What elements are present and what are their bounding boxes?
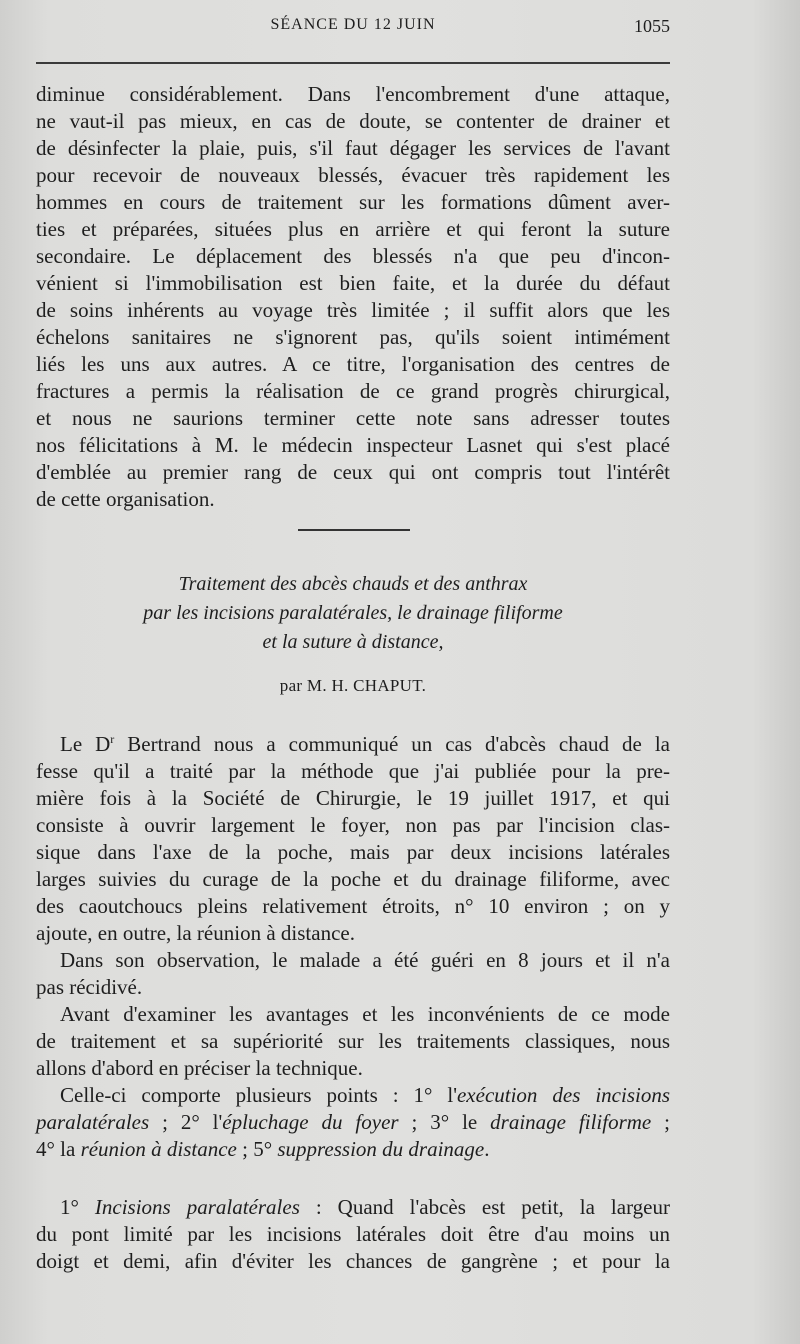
text-line: pour recevoir de nouveaux blessés, évacuer très rapidement les	[36, 163, 670, 187]
text-line: consiste à ouvrir largement le foyer, non pas par l'incision clas-	[36, 813, 670, 837]
article-title-line: Traitement des abcès chauds et des anthrax	[178, 573, 528, 595]
article-title	[36, 570, 670, 657]
text-line: de désinfecter la plaie, puis, s'il faut dégager les services de l'avant	[36, 136, 670, 160]
text-line: doigt et demi, afin d'éviter les chances de gangrène ; et pour la	[36, 1249, 670, 1273]
article-title-line: et la suture à distance,	[262, 631, 444, 653]
text-line: allons d'abord en préciser la technique.	[36, 1056, 363, 1080]
text-line: 1° Incisions paralatérales : Quand l'abcès est petit, la largeur	[60, 1195, 670, 1219]
text-line: liés les uns aux autres. A ce titre, l'organisation des centres de	[36, 352, 670, 376]
text-line: mière fois à la Société de Chirurgie, le 19 juillet 1917, et qui	[36, 786, 670, 810]
text-line: Celle-ci comporte plusieurs points : 1° l'exécution des incisions	[60, 1083, 670, 1107]
text-line: larges suivies du curage de la poche et du drainage filiforme, avec	[36, 867, 670, 891]
running-title: SÉANCE DU 12 JUIN	[270, 16, 436, 33]
text-line: fractures a permis la réalisation de ce grand progrès chirurgical,	[36, 379, 670, 403]
text-line: nos félicitations à M. le médecin inspecteur Lasnet qui s'est placé	[36, 433, 670, 457]
text-line: pas récidivé.	[36, 975, 143, 999]
article-body	[36, 731, 670, 1163]
text-line: 4° la réunion à distance ; 5° suppression du drainage.	[36, 1137, 490, 1161]
text-line: paralatérales ; 2° l'épluchage du foyer ; 3° le drainage filiforme ;	[36, 1110, 670, 1134]
text-line: et nous ne saurions terminer cette note sans adresser toutes	[36, 406, 670, 430]
article-byline: par M. H. CHAPUT.	[279, 676, 427, 695]
text-line: échelons sanitaires ne s'ignorent pas, qu'ils soient intimément	[36, 325, 670, 349]
text-line: du pont limité par les incisions latérales doit être d'au moins un	[36, 1222, 670, 1246]
text-line: diminue considérablement. Dans l'encombrement d'une attaque,	[36, 82, 670, 106]
text-line: des caoutchoucs pleins relativement étroits, n° 10 environ ; on y	[36, 894, 670, 918]
text-line: ties et préparées, situées plus en arrière et qui feront la suture	[36, 217, 670, 241]
page-number: 1055	[634, 16, 670, 36]
text-line: de cette organisation.	[36, 487, 215, 511]
article-title-line: par les incisions paralatérales, le drainage filiforme	[143, 602, 563, 624]
section-separator	[298, 529, 410, 531]
header-rule	[36, 62, 670, 64]
subsection-incisions	[36, 1194, 670, 1275]
text-line: Avant d'examiner les avantages et les inconvénients de ce mode	[60, 1002, 670, 1026]
text-line: ne vaut-il pas mieux, en cas de doute, se contenter de drainer et	[36, 109, 670, 133]
text-line: d'emblée au premier rang de ceux qui ont compris tout l'intérêt	[36, 460, 670, 484]
running-head	[36, 16, 670, 46]
paragraph-conclusion	[36, 81, 670, 513]
text-line: Dans son observation, le malade a été guéri en 8 jours et il n'a	[60, 948, 670, 972]
text-line: vénient si l'immobilisation est bien faite, et la durée du défaut	[36, 271, 670, 295]
text-line: secondaire. Le déplacement des blessés n'a que peu d'incon-	[36, 244, 670, 268]
text-line: sique dans l'axe de la poche, mais par deux incisions latérales	[36, 840, 670, 864]
text-line: ajoute, en outre, la réunion à distance.	[36, 921, 355, 945]
text-line: hommes en cours de traitement sur les formations dûment aver-	[36, 190, 670, 214]
text-line: de soins inhérents au voyage très limitée ; il suffit alors que les	[36, 298, 670, 322]
text-line: de traitement et sa supériorité sur les traitements classiques, nous	[36, 1029, 670, 1053]
text-line: fesse qu'il a traité par la méthode que j'ai publiée pour la pre-	[36, 759, 670, 783]
text-line: Le $D^r$ Bertrand nous a communiqué un cas d'abcès chaud de la	[60, 732, 670, 756]
